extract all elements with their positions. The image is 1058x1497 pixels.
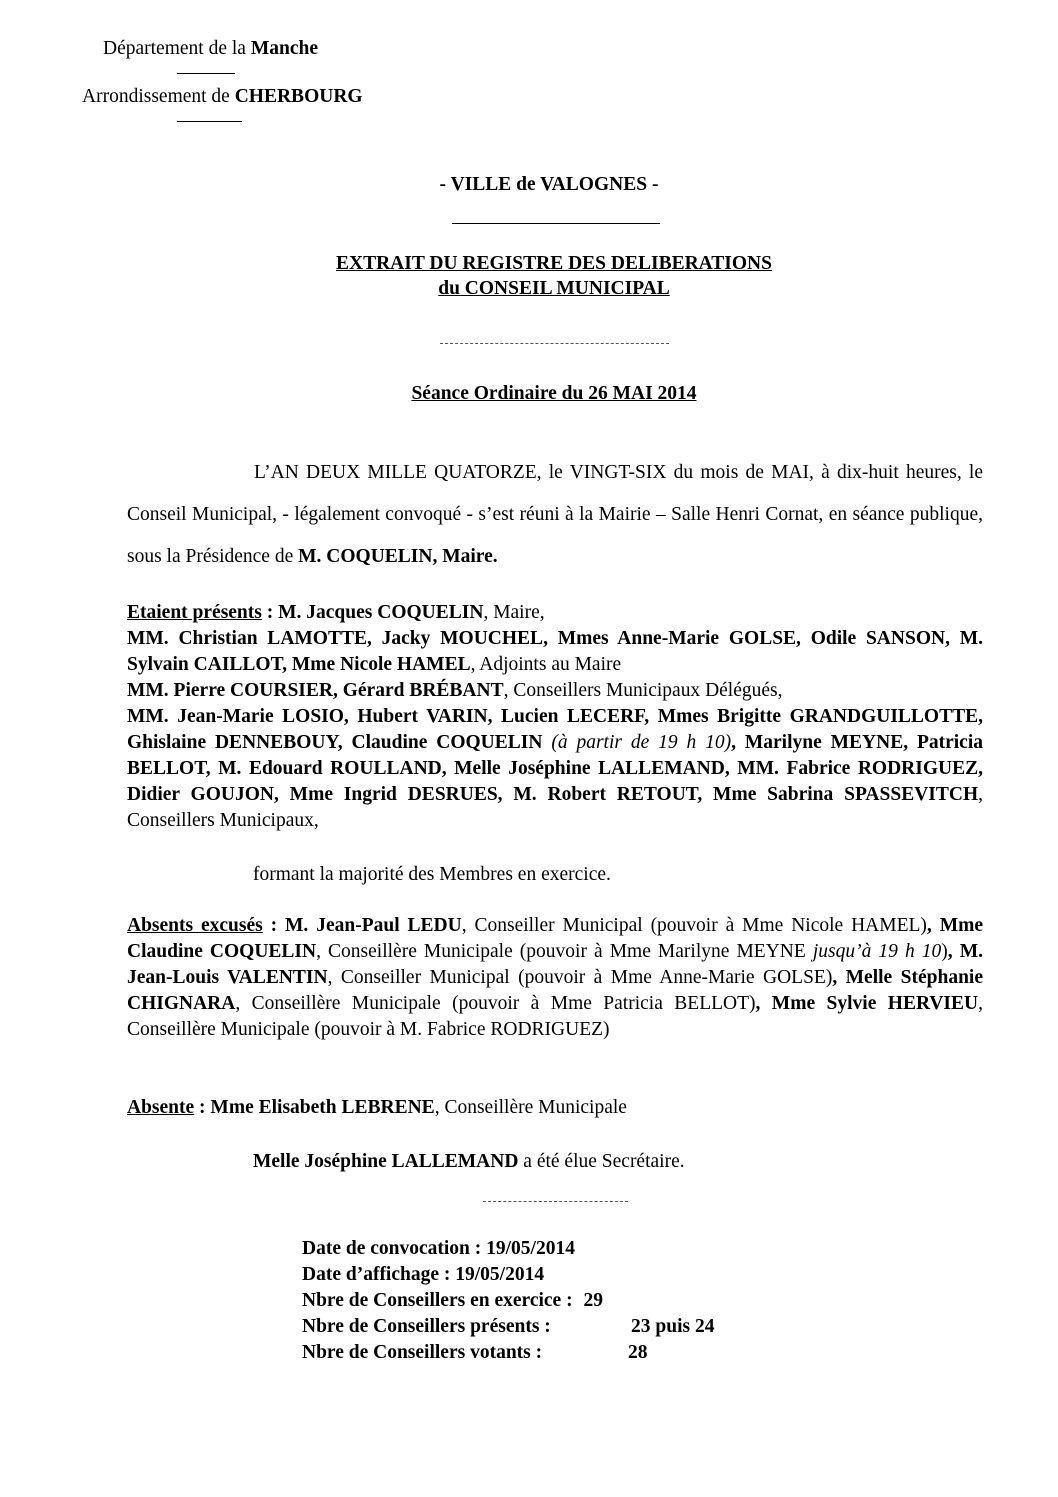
department-line: Département de la Manche (103, 38, 318, 59)
town-title: - VILLE de VALOGNES - (439, 174, 659, 195)
presents-paragraph: Etaient présents : M. Jacques COQUELIN, Maire, MM. Christian LAMOTTE, Jacky MOUCHEL, Mmes Anne-Marie GOLSE, Odile SANSON, M. Sylvain CAILLOT, Mme Nicole HAMEL, Adjoints au Maire MM. Pierre COURSIER, Gérard BRÉBANT, Conseillers Municipaux Délégués, MM. Jean-Marie LOSIO, Hubert VARIN, Lucien LECERF, Mmes Brigitte GRANDGUILLOTTE, Ghislaine DENNEBOUY, Claudine COQUELIN (à partir de 19 h 10), Marilyne MEYNE, Patricia BELLOT, M. Edouard ROULLAND, Melle Joséphine LALLEMAND, MM. Fabrice RODRIGUEZ, Didier GOUJON, Mme Ingrid DESRUES, M. Robert RETOUT, Mme Sabrina SPASSEVITCH, Conseillers Municipaux, (127, 602, 984, 831)
conseillers-presents-value: 23 puis 24 (631, 1316, 715, 1337)
arrondissement-line: Arrondissement de CHERBOURG (82, 86, 363, 107)
conseillers-exercice: Nbre de Conseillers en exercice : 29 (302, 1290, 603, 1311)
divider (177, 121, 242, 122)
absents-excuses-paragraph: Absents excusés : M. Jean-Paul LEDU, Conseiller Municipal (pouvoir à Mme Nicole HAMEL), Mme Claudine COQUELIN, Conseillère Municipale (pouvoir à Mme Marilyne MEYNE jusqu’à 19 h 10), M. Jean-Louis VALENTIN, Conseiller Municipal (pouvoir à Mme Anne-Marie GOLSE), Melle Stéphanie CHIGNARA, Conseillère Municipale (pouvoir à Mme Patricia BELLOT), Mme Sylvie HERVIEU, Conseillère Municipale (pouvoir à M. Fabrice RODRIGUEZ) (127, 915, 984, 1040)
dashed-divider (440, 343, 669, 344)
divider (177, 73, 235, 74)
secretary-line: Melle Joséphine LALLEMAND a été élue Secrétaire. (253, 1151, 685, 1172)
session-title: Séance Ordinaire du 26 MAI 2014 (411, 383, 697, 404)
extract-title-line1: EXTRAIT DU REGISTRE DES DELIBERATIONS (336, 253, 772, 274)
conseillers-votants-value: 28 (628, 1342, 648, 1363)
affichage-date: Date d’affichage : 19/05/2014 (302, 1264, 545, 1285)
conseillers-votants: Nbre de Conseillers votants : (302, 1342, 543, 1363)
intro-paragraph: L’AN DEUX MILLE QUATORZE, le VINGT-SIX du mois de MAI, à dix-huit heures, le Conseil Municipal, - légalement convoqué - s’est réuni à la Mairie – Salle Henri Cornat, en séance publique, sous la Présidence de M. COQUELIN, Maire. (127, 462, 983, 567)
divider (452, 223, 660, 224)
conseillers-presents: Nbre de Conseillers présents : (302, 1316, 551, 1337)
extract-title-line2: du CONSEIL MUNICIPAL (438, 278, 670, 299)
absente-line: Absente : Mme Elisabeth LEBRENE, Conseillère Municipale (127, 1097, 627, 1118)
convocation-date: Date de convocation : 19/05/2014 (302, 1238, 575, 1259)
dashed-divider (483, 1201, 628, 1202)
majority-line: formant la majorité des Membres en exercice. (253, 864, 611, 885)
